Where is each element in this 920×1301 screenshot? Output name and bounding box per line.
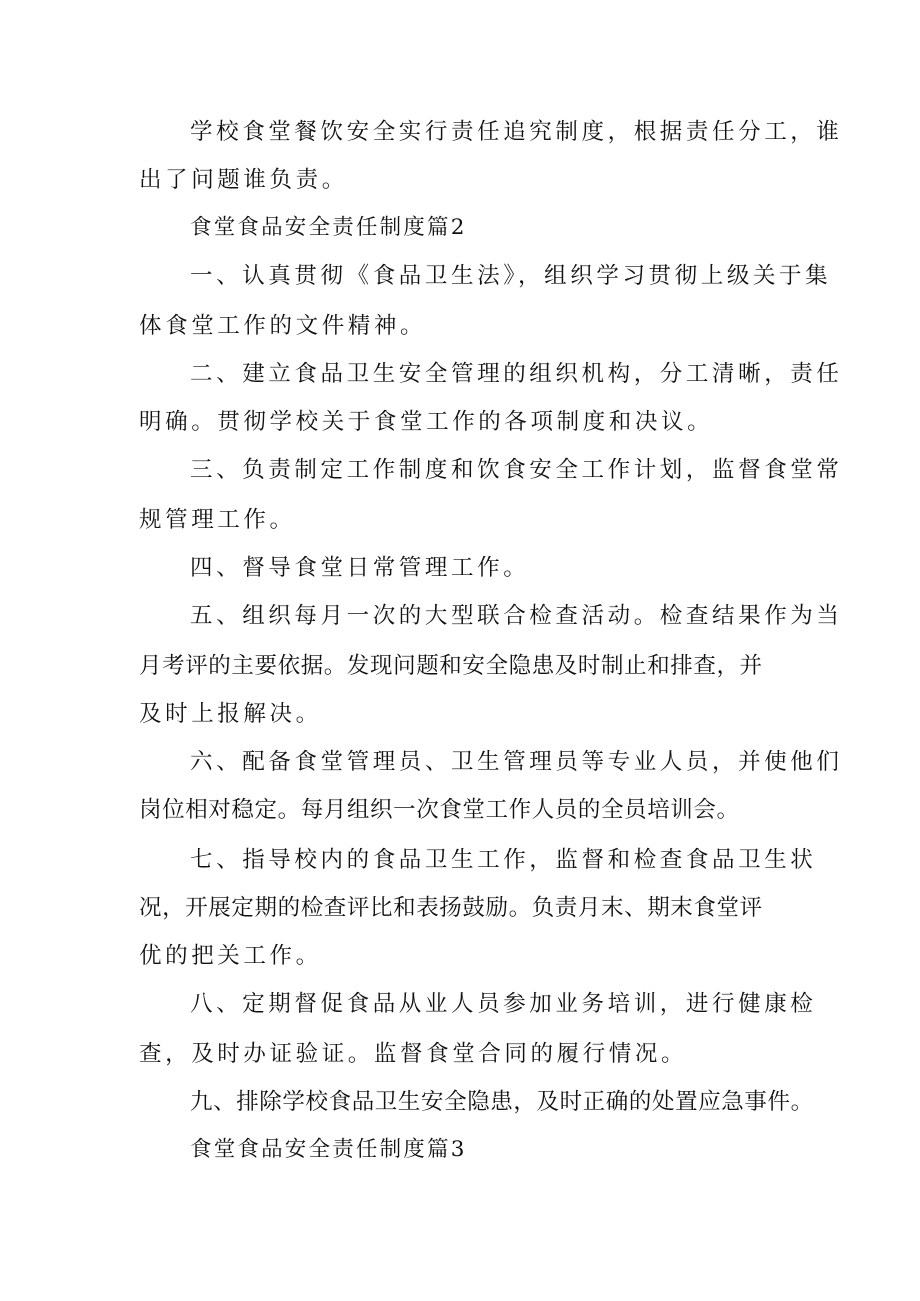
- text-line: 规管理工作。: [139, 507, 296, 533]
- text-line: 体食堂工作的文件精神。: [139, 313, 427, 339]
- text-line: 优的把关工作。: [139, 943, 322, 969]
- text-line: 六、配备食堂管理员、卫生管理员等专业人员，并使他们: [190, 749, 843, 775]
- text-line: 出了问题谁负责。: [139, 167, 348, 193]
- text-line: 五、组织每月一次的大型联合检查活动。检查结果作为当: [190, 603, 843, 629]
- text-line: 查，及时办证验证。监督食堂合同的履行情况。: [139, 1041, 688, 1067]
- text-line: 三、负责制定工作制度和饮食安全工作计划，监督食堂常: [190, 457, 843, 483]
- text-line: 月考评的主要依据。发现问题和安全隐患及时制止和排查，并: [139, 653, 763, 679]
- text-line: 八、定期督促食品从业人员参加业务培训，进行健康检: [190, 991, 817, 1017]
- text-line: 七、指导校内的食品卫生工作，监督和检查食品卫生状: [190, 847, 817, 873]
- text-line: 况，开展定期的检查评比和表扬鼓励。负责月末、期末食堂评: [139, 895, 763, 921]
- text-line: 四、督导食堂日常管理工作。: [190, 555, 530, 581]
- section-heading: 食堂食品安全责任制度篇3: [190, 1137, 467, 1162]
- text-line: 九、排除学校食品卫生安全隐患，及时正确的处置应急事件。: [190, 1089, 814, 1115]
- section-heading: 食堂食品安全责任制度篇2: [190, 215, 467, 240]
- text-line: 及时上报解决。: [139, 701, 322, 727]
- text-line: 一、认真贯彻《食品卫生法》，组织学习贯彻上级关于集: [190, 263, 832, 289]
- text-line: 岗位相对稳定。每月组织一次食堂工作人员的全员培训会。: [139, 797, 740, 823]
- text-line: 学校食堂餐饮安全实行责任追究制度，根据责任分工，谁: [190, 119, 843, 145]
- text-line: 二、建立食品卫生安全管理的组织机构，分工清晰，责任: [190, 361, 843, 387]
- text-line: 明确。贯彻学校关于食堂工作的各项制度和决议。: [139, 409, 714, 435]
